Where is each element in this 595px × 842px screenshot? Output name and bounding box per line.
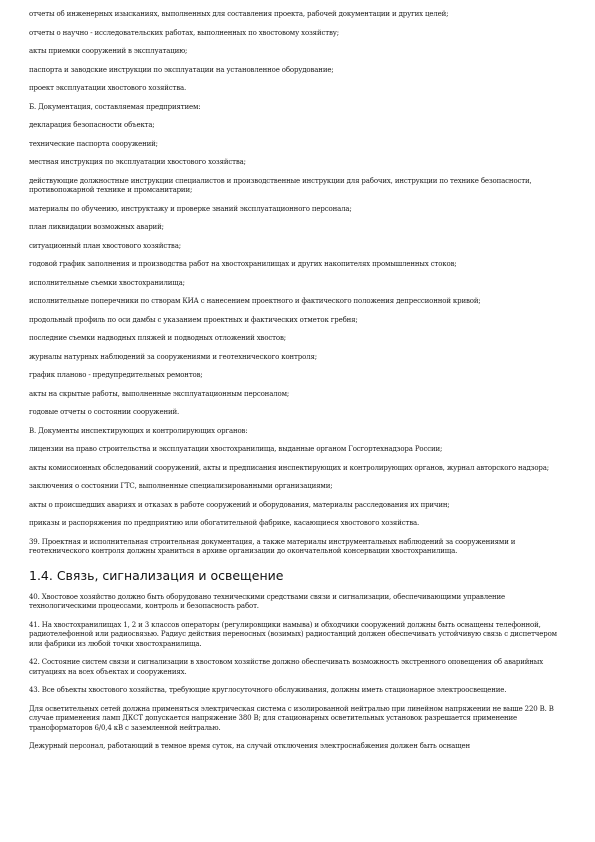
section-heading: 1.4. Связь, сигнализация и освещение <box>29 567 284 583</box>
paragraph: исполнительные поперечники по створам КИА с нанесением проектного и фактического положения депрессионной кривой; <box>29 297 481 305</box>
paragraph: 42. Состояние систем связи и сигнализации в хвостовом хозяйстве должно обеспечивать возможность экстренного оповещения об аварийных ситуациях на всех объектах и сооружениях. <box>29 658 544 676</box>
paragraph: действующие должностные инструкции специалистов и производственные инструкции для рабочих, инструкции по технике безопасности, противопожарной технике и промсанитарии; <box>29 176 532 194</box>
paragraph: Дежурный персонал, работающий в темное время суток, на случай отключения электроснабжения должен быть оснащен <box>29 742 470 750</box>
paragraph: график планово - предупредительных ремонтов; <box>29 371 203 379</box>
paragraph: 43. Все объекты хвостового хозяйства, требующие круглосуточного обслуживания, должны иметь стационарное электроосвещение. <box>29 686 507 694</box>
document-body-top <box>29 10 568 557</box>
paragraph: приказы и распоряжения по предприятию или обогатительной фабрике, касающиеся хвостового хозяйства. <box>29 519 420 527</box>
paragraph: исполнительные съемки хвостохранилища; <box>29 278 185 287</box>
paragraph: годовые отчеты о состоянии сооружений. <box>29 408 180 416</box>
paragraph: последние съемки надводных пляжей и подводных отложений хвостов; <box>29 334 286 342</box>
paragraph: акты приемки сооружений в эксплуатацию; <box>29 47 188 55</box>
paragraph: отчеты об инженерных изысканиях, выполненных для составления проекта, рабочей документации и других целей; <box>29 10 449 18</box>
paragraph: Б. Документация, составляемая предприятием: <box>29 102 201 111</box>
paragraph: 41. На хвостохранилищах 1, 2 и 3 классов операторы (регулировщики намыва) и обходчики сооружений должны быть оснащены телефонной, радиотелефонной или радиосвязью. Радиус действия переносных (возимых) радиостанций должен обеспечивать устойчивую связь с диспетчером или фабрики из любой точки хвостохранилища. <box>29 620 557 648</box>
paragraph: паспорта и заводские инструкции по эксплуатации на установленное оборудование; <box>29 65 334 74</box>
paragraph: план ликвидации возможных аварий; <box>29 223 164 231</box>
paragraph: технические паспорта сооружений; <box>29 139 158 148</box>
document-body-bottom <box>29 593 568 752</box>
paragraph: отчеты о научно - исследовательских работах, выполненных по хвостовому хозяйству; <box>29 28 339 37</box>
paragraph: декларация безопасности объекта; <box>29 121 155 129</box>
paragraph: журналы натурных наблюдений за сооружениями и геотехнического контроля; <box>29 352 317 361</box>
paragraph: продольный профиль по оси дамбы с указанием проектных и фактических отметок гребня; <box>29 315 358 324</box>
paragraph: ситуационный план хвостового хозяйства; <box>29 241 181 250</box>
paragraph: акты комиссионных обследований сооружений, акты и предписания инспектирующих и контролирующих органов, журнал авторского надзора; <box>29 463 549 472</box>
paragraph: В. Документы инспектирующих и контролирующих органов: <box>29 426 248 435</box>
paragraph: 39. Проектная и исполнительная строительная документация, а также материалы инструментальных наблюдений за сооружениями и геотехнического контроля должны храниться в архиве организации до окончательной консервации хвостохранилища. <box>29 537 516 555</box>
paragraph: материалы по обучению, инструктажу и проверке знаний эксплуатационного персонала; <box>29 204 352 213</box>
paragraph: годовой график заполнения и производства работ на хвостохранилищах и других накопителях промышленных стоков; <box>29 260 457 268</box>
paragraph: акты на скрытые работы, выполненные эксплуатационным персоналом; <box>29 389 290 398</box>
paragraph: местная инструкция по эксплуатации хвостового хозяйства; <box>29 158 246 166</box>
paragraph: 40. Хвостовое хозяйство должно быть оборудовано техническими средствами связи и сигнализации, обеспечивающими управление технологическими процессами, контроль и безопасность работ. <box>29 592 506 610</box>
paragraph: лицензии на право строительства и эксплуатации хвостохранилища, выданные органом Госгортехнадзора России; <box>29 445 443 453</box>
paragraph: заключения о состоянии ГТС, выполненные специализированными организациями; <box>29 482 333 490</box>
paragraph: проект эксплуатации хвостового хозяйства. <box>29 84 187 92</box>
paragraph: Для осветительных сетей должна применяться электрическая система с изолированной нейтралью при линейном напряжении не выше 220 В. В случае применения ламп ДКСТ допускается напряжение 380 В; для стационарных осветительных установок разрешается применение трансформаторов 6/0,4 кВ с заземленной нейтралью. <box>29 704 554 732</box>
paragraph: акты о происшедших авариях и отказах в работе сооружений и оборудования, материалы расследования их причин; <box>29 500 450 509</box>
